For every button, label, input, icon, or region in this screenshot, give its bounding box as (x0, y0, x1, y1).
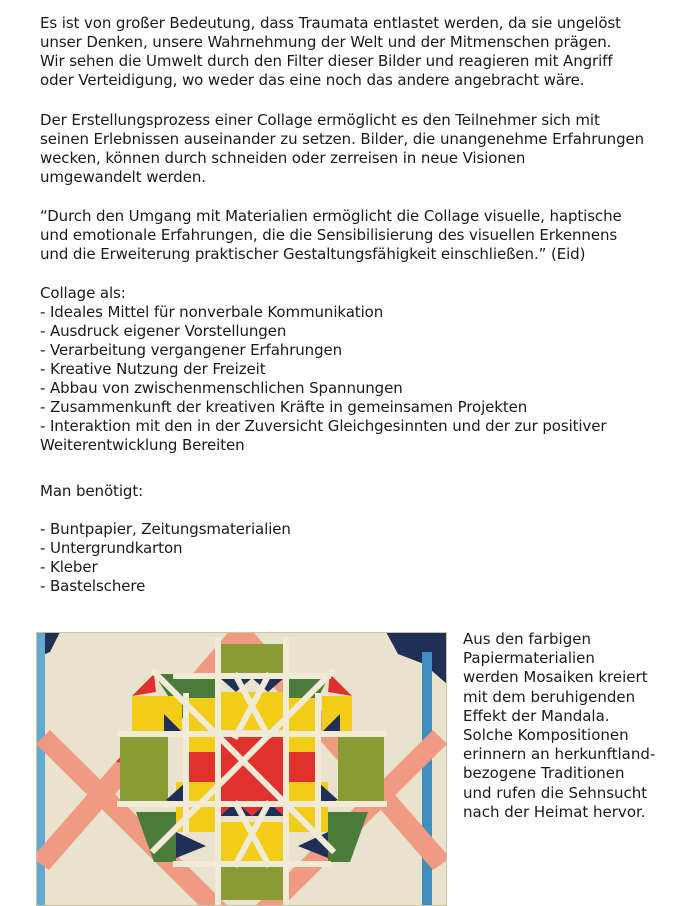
photo-caption: Aus den farbigen Papiermaterialien werden Mosaiken kreiert mit dem beruhigenden Effekt der Mandala. Solche Kompositionen erinnern an herkunftland- bezogene Traditionen und rufen die Sehnsucht nach der Heimat hervor. (463, 630, 656, 821)
quote-paragraph: “Durch den Umgang mit Materialien ermöglicht die Collage visuelle, haptische und emotionale Erfahrungen, die die Sensibilisierung des visuellen Erkennens und die Erweiterung praktischer Gestaltungsfähigkeit einschließen.” (Eid) (40, 207, 622, 263)
collage-benefits-list: Collage als: - Ideales Mittel für nonverbale Kommunikation - Ausdruck eigener Vorstellungen - Verarbeitung vergangener Erfahrungen - Kreative Nutzung der Freizeit - Abbau von zwischenmenschlichen Spannungen - Zusammenkunft der kreativen Kräfte in gemeinsamen Projekten - Interaktion mit den in der Zuversicht Gleichgesinnten und der zur positiver Weiterentwicklung Bereiten (40, 284, 607, 454)
mandala-collage-photo (36, 632, 447, 906)
materials-list: Man benötigt: - Buntpapier, Zeitungsmaterialien - Untergrundkarton - Kleber - Bastelschere (40, 482, 291, 595)
process-paragraph: Der Erstellungsprozess einer Collage ermöglicht es den Teilnehmer sich mit seinen Erlebnissen auseinander zu setzen. Bilder, die unangenehme Erfahrungen wecken, können durch schneiden oder zerreisen in neue Visionen umgewandelt werden. (40, 111, 645, 186)
intro-paragraph: Es ist von großer Bedeutung, dass Traumata entlastet werden, da sie ungelöst unser Denken, unsere Wahrnehmung der Welt und der Mitmenschen prägen. Wir sehen die Umwelt durch den Filter dieser Bilder und reagieren mit Angriff oder Verteidigung, wo weder das eine noch das andere angebracht wäre. (40, 14, 621, 89)
